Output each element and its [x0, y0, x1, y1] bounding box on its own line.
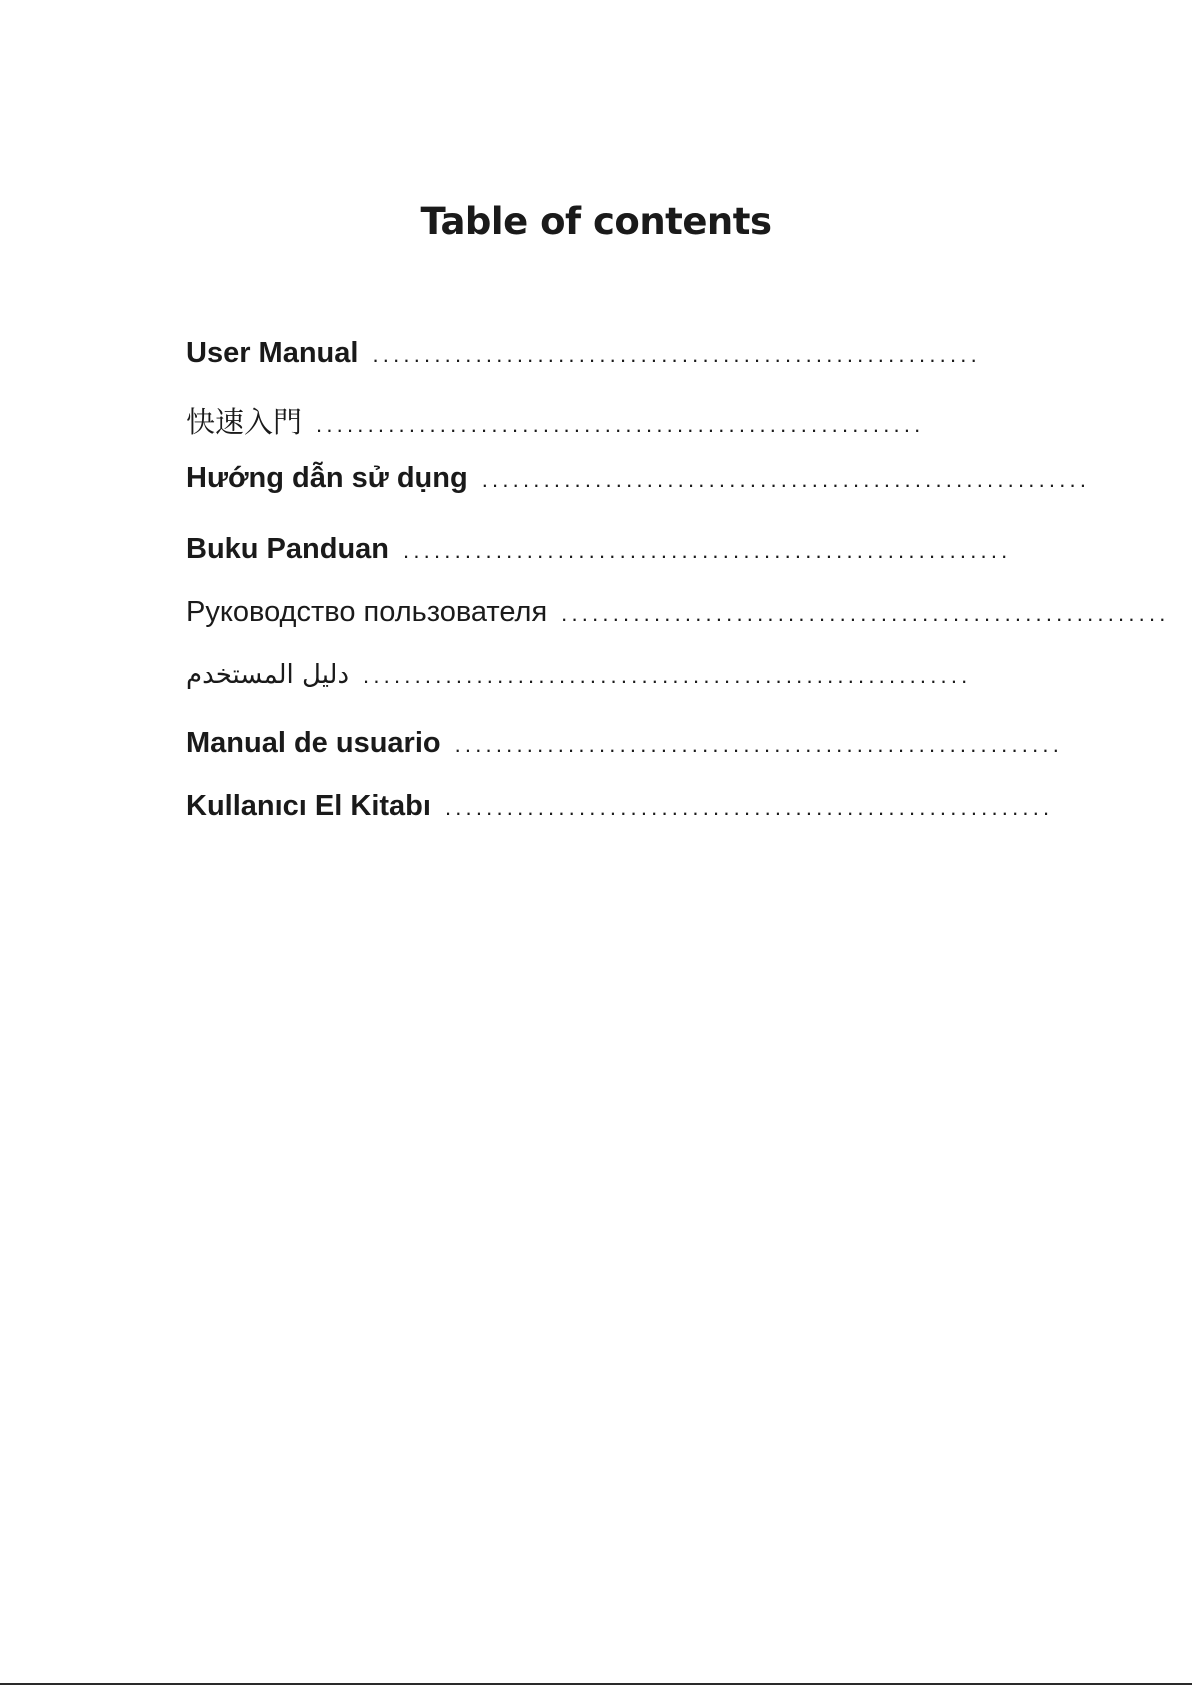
dot-leader: ........................................................... — [454, 732, 1064, 757]
toc-entry-vietnamese[interactable] — [186, 462, 1091, 495]
toc-entry-label: Руководство пользователя — [186, 596, 548, 628]
dot-leader: ........................................................... — [561, 601, 1170, 626]
page-title: Table of contents — [420, 200, 772, 243]
toc-entry-label: Kullanıcı El Kitabı — [186, 790, 431, 822]
toc-entry-label: 快速入門 — [186, 405, 303, 439]
dot-leader: ........................................................... — [363, 663, 972, 688]
dot-leader: ........................................................... — [481, 467, 1091, 492]
toc-entry-label: Hướng dẫn sử dụng — [186, 462, 468, 494]
dot-leader: ........................................................... — [444, 795, 1054, 820]
dot-leader: ........................................................... — [316, 412, 925, 437]
toc-entry-label: دليل المستخدم — [186, 660, 350, 690]
toc-entry-label: User Manual — [186, 337, 359, 369]
toc-entry-chinese[interactable] — [186, 400, 934, 441]
toc-entry-arabic[interactable] — [186, 660, 972, 690]
toc-entry-turkish[interactable] — [186, 790, 1054, 823]
toc-entry-indonesian[interactable] — [186, 533, 1012, 566]
toc-entry-spanish[interactable] — [186, 727, 1064, 760]
toc-entry-label: Buku Panduan — [186, 533, 390, 565]
toc-entry-label: Manual de usuario — [186, 727, 441, 759]
toc-entry-user-manual[interactable] — [186, 337, 981, 370]
dot-leader: ........................................................... — [403, 538, 1012, 563]
toc-entry-russian[interactable] — [186, 596, 1170, 629]
dot-leader: ........................................................... — [372, 342, 981, 367]
